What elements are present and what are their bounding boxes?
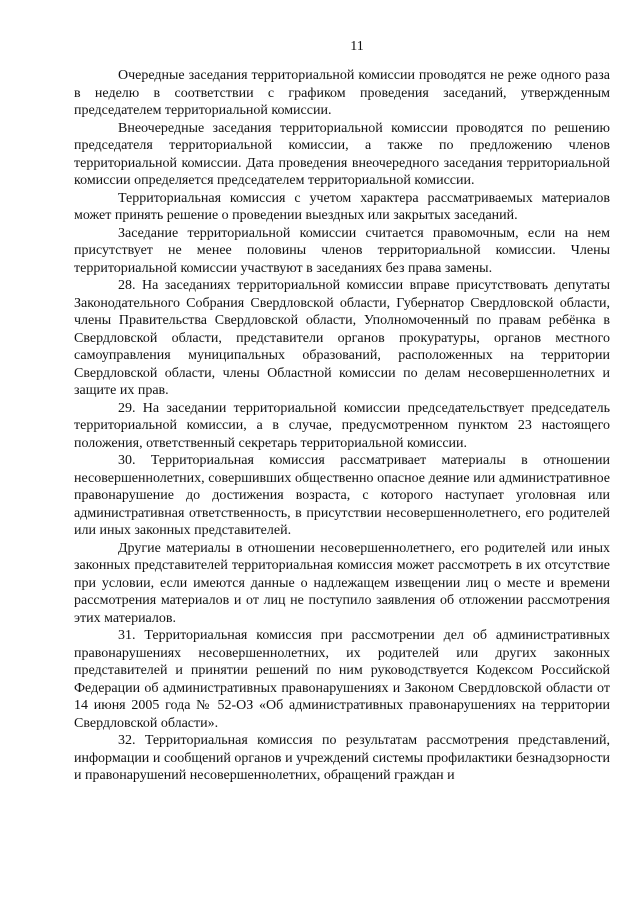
- paragraph-item-32: 32. Территориальная комиссия по результатам рассмотрения представлений, информации и сообщений органов и учреждений системы профилактики безнадзорности и правонарушений несовершеннолетних, обращений граждан и: [74, 733, 610, 783]
- document-page: [74, 38, 610, 785]
- page-number: 11: [350, 39, 364, 54]
- paragraph-item-31: 31. Территориальная комиссия при рассмотрении дел об административных правонарушениях несовершеннолетних, их родителей или других законных представителей и принятии решений по ним руководствуется Кодексом Российской Федерации об административных правонарушениях и Законом Свердловской области от 14 июня 2005 года № 52-ОЗ «Об административных правонарушениях на территории Свердловской области».: [74, 628, 610, 731]
- paragraph-quorum: Заседание территориальной комиссии считается правомочным, если на нем присутствует не менее половины членов территориальной комиссии. Члены территориальной комиссии участвуют в заседаниях без права замены.: [74, 225, 610, 276]
- paragraph-extraordinary-meetings: Внеочередные заседания территориальной комиссии проводятся по решению председателя территориальной комиссии, а также по предложению членов территориальной комиссии. Дата проведения внеочередного заседания территориальной комиссии определяется председателем территориальной комиссии.: [74, 120, 610, 188]
- paragraph-closed-meetings: Территориальная комиссия с учетом характера рассматриваемых материалов может принять решение о проведении выездных или закрытых заседаний.: [74, 190, 610, 223]
- paragraph-item-28: 28. На заседаниях территориальной комиссии вправе присутствовать депутаты Законодательного Собрания Свердловской области, Губернатор Свердловской области, члены Правительства Свердловской области, Уполномоченный по правам ребёнка в Свердловской области, представители органов прокуратуры, органов местного самоуправления муниципальных образований, расположенных на территории Свердловской области, члены Областной комиссии по делам несовершеннолетних и защите их прав.: [74, 278, 610, 398]
- paragraph-other-materials: Другие материалы в отношении несовершеннолетнего, его родителей или иных законных представителей территориальная комиссия может рассмотреть в их отсутствие при условии, если имеются данные о надлежащем извещении лиц о месте и времени рассмотрения материалов и от лиц не поступило заявления об отложении рассмотрения этих материалов.: [74, 540, 610, 626]
- paragraph-item-29: 29. На заседании территориальной комиссии председательствует председатель территориальной комиссии, а в случае, предусмотренном пунктом 23 настоящего положения, ответственный секретарь территориальной комиссии.: [74, 400, 610, 451]
- paragraph-item-30: 30. Территориальная комиссия рассматривает материалы в отношении несовершеннолетних, совершивших общественно опасное деяние или административное правонарушение до достижения возраста, с которого наступает уголовная или административная ответственность, в присутствии несовершеннолетнего, его родителей или иных законных представителей.: [74, 453, 610, 538]
- paragraph-regular-meetings: Очередные заседания территориальной комиссии проводятся не реже одного раза в неделю в соответствии с графиком проведения заседаний, утвержденным председателем территориальной комиссии.: [74, 68, 610, 118]
